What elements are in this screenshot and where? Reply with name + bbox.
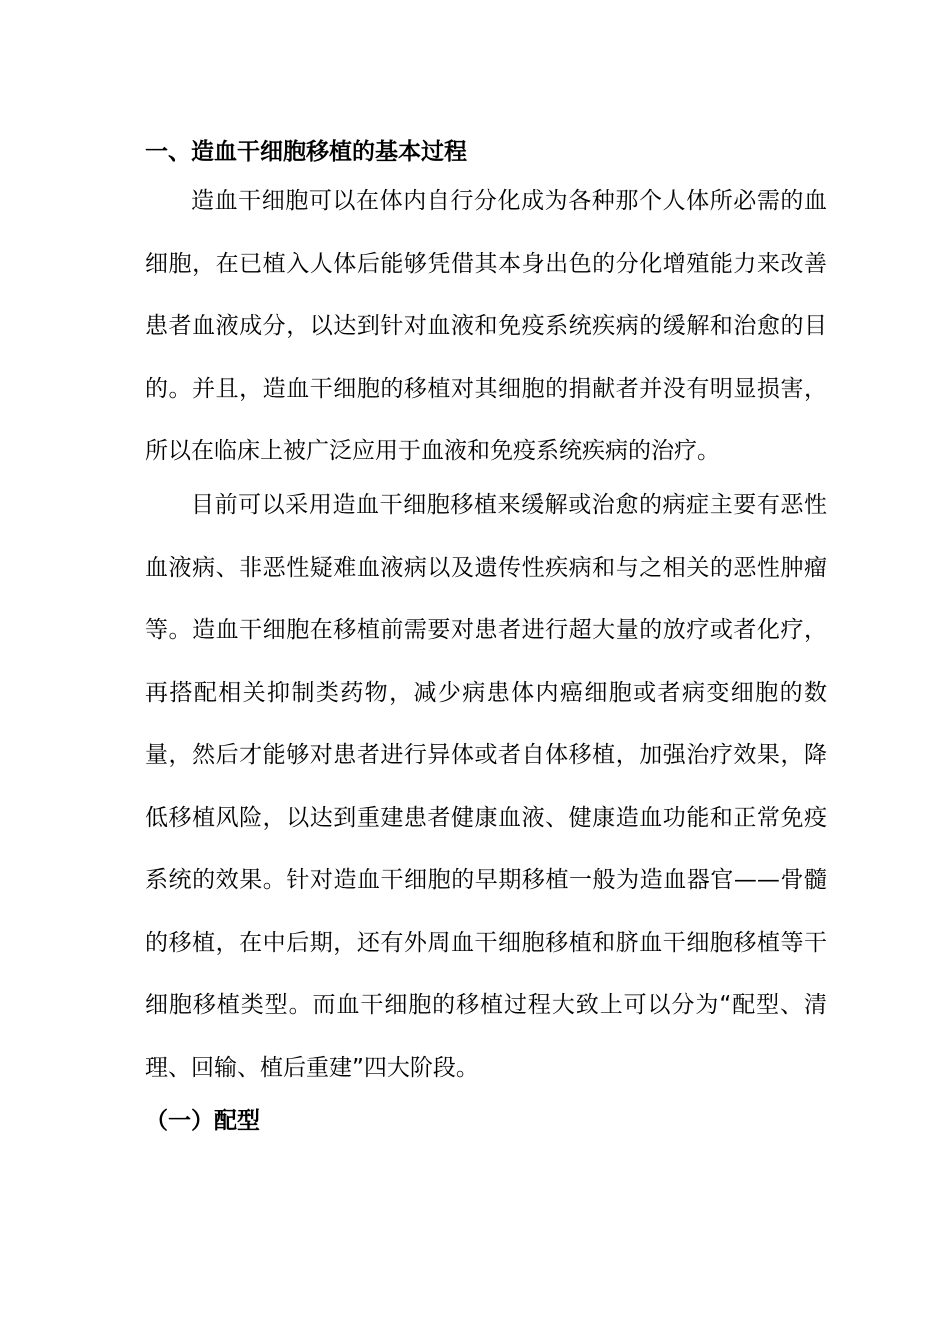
subsection-heading: （一）配型 (145, 1108, 260, 1134)
section-heading: 一、造血干细胞移植的基本过程 (145, 139, 467, 165)
paragraph-2: 目前可以采用造血干细胞移植来缓解或治愈的病症主要有恶性血液病、非恶性疑难血液病以及遗传性疾病和与之相关的恶性肿瘤等。造血干细胞在移植前需要对患者进行超大量的放疗或者化疗，再搭配相关抑制类药物，减少病患体内癌细胞或者病变细胞的数量，然后才能够对患者进行异体或者自体移植，加强治疗效果，降低移植风险，以达到重建患者健康血液、健康造血功能和正常免疫系统的效果。针对造血干细胞的早期移植一般为造血器官——骨髓的移植，在中后期，还有外周血干细胞移植和脐血干细胞移植等干细胞移植类型。而血干细胞的移植过程大致上可以分为“配型、清理、回输、植后重建”四大阶段。 (145, 492, 827, 1081)
paragraph-1: 造血干细胞可以在体内自行分化成为各种那个人体所必需的血细胞，在已植入人体后能够凭借其本身出色的分化增殖能力来改善患者血液成分，以达到针对血液和免疫系统疾病的缓解和治愈的目的。并且，造血干细胞的移植对其细胞的捐献者并没有明显损害，所以在临床上被广泛应用于血液和免疫系统疾病的治疗。 (145, 188, 827, 464)
